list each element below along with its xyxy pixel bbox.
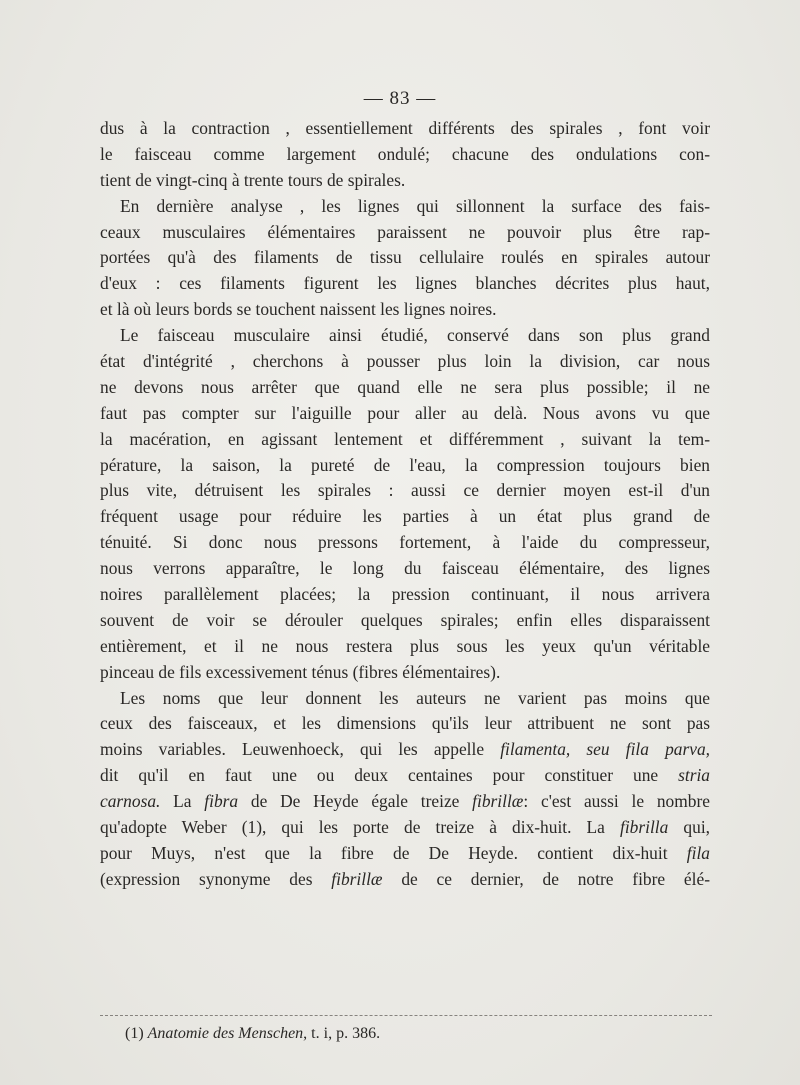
footnote [125,1024,685,1044]
paragraph-4 [100,686,710,893]
text-line: pour Muys, n'est que la fibre de De Heyde. contient dix-huit fila [100,842,710,863]
text-line: En dernière analyse , les lignes qui sillonnent la surface des fais- [120,195,710,216]
text-line: faut pas compter sur l'aiguille pour aller au delà. Nous avons vu que [100,402,710,423]
text-line: ne devons nous arrêter que quand elle ne sera plus possible; il ne [100,376,710,397]
text-line: Le faisceau musculaire ainsi étudié, conservé dans son plus grand [120,325,710,346]
text-line: nous verrons apparaître, le long du faisceau élémentaire, des lignes [100,558,710,579]
text-line: noires parallèlement placées; la pression continuant, il nous arrivera [100,584,710,605]
text-line: plus vite, détruisent les spirales : aussi ce dernier moyen est-il d'un [100,480,710,501]
page-number: — 83 — [363,88,437,109]
text-line: la macération, en agissant lentement et différemment , suivant la tem- [100,428,710,449]
text-line: (expression synonyme des fibrillæ de ce dernier, de notre fibre élé- [100,868,710,889]
text-line: état d'intégrité , cherchons à pousser plus loin la division, car nous [100,351,710,372]
text-line: d'eux : ces filaments figurent les lignes blanches décrites plus haut, [100,273,710,294]
text-line: moins variables. Leuwenhoeck, qui les appelle filamenta, seu fila parva, [100,739,710,760]
paragraph-2 [100,194,710,323]
paragraph-1 [100,116,710,194]
text-line: Les noms que leur donnent les auteurs ne varient pas moins que [120,687,710,708]
paragraph-3 [100,323,710,685]
text-line: entièrement, et il ne nous restera plus sous les yeux qu'un véritable [100,635,710,656]
text-line: ceaux musculaires élémentaires paraissent ne pouvoir plus être rap- [100,221,710,242]
text-line: carnosa. La fibra de De Heyde égale treize fibrillæ: c'est aussi le nombre [100,791,710,812]
text-line: qu'adopte Weber (1), qui les porte de treize à dix-huit. La fibrilla qui, [100,817,710,838]
footnote-separator [100,1015,712,1016]
text-line: ténuité. Si donc nous pressons fortement, à l'aide du compresseur, [100,532,710,553]
footnote-title: Anatomie des Menschen [147,1025,304,1042]
text-line: pinceau de fils excessivement ténus (fibres élémentaires). [100,661,501,682]
body-text [100,116,710,893]
text-line: dit qu'il en faut une ou deux centaines pour constituer une stria [100,765,710,786]
text-line: souvent de voir se dérouler quelques spirales; enfin elles disparaissent [100,609,710,630]
text-line: pérature, la saison, la pureté de l'eau, la compression toujours bien [100,454,710,475]
text-line: portées qu'à des filaments de tissu cellulaire roulés en spirales autour [100,247,710,268]
text-line: dus à la contraction , essentiellement différents des spirales , font voir [100,118,710,138]
footnote-reference: , t. i, p. 386. [303,1025,381,1042]
text-line: fréquent usage pour réduire les parties à un état plus grand de [100,506,710,527]
text-line: le faisceau comme largement ondulé; chacune des ondulations con- [100,143,710,164]
footnote-marker: (1) [125,1025,148,1042]
text-line: ceux des faisceaux, et les dimensions qu'ils leur attribuent ne sont pas [100,713,710,734]
text-line: tient de vingt-cinq à trente tours de spirales. [100,169,406,190]
text-line: et là où leurs bords se touchent naissent les lignes noires. [100,299,497,320]
